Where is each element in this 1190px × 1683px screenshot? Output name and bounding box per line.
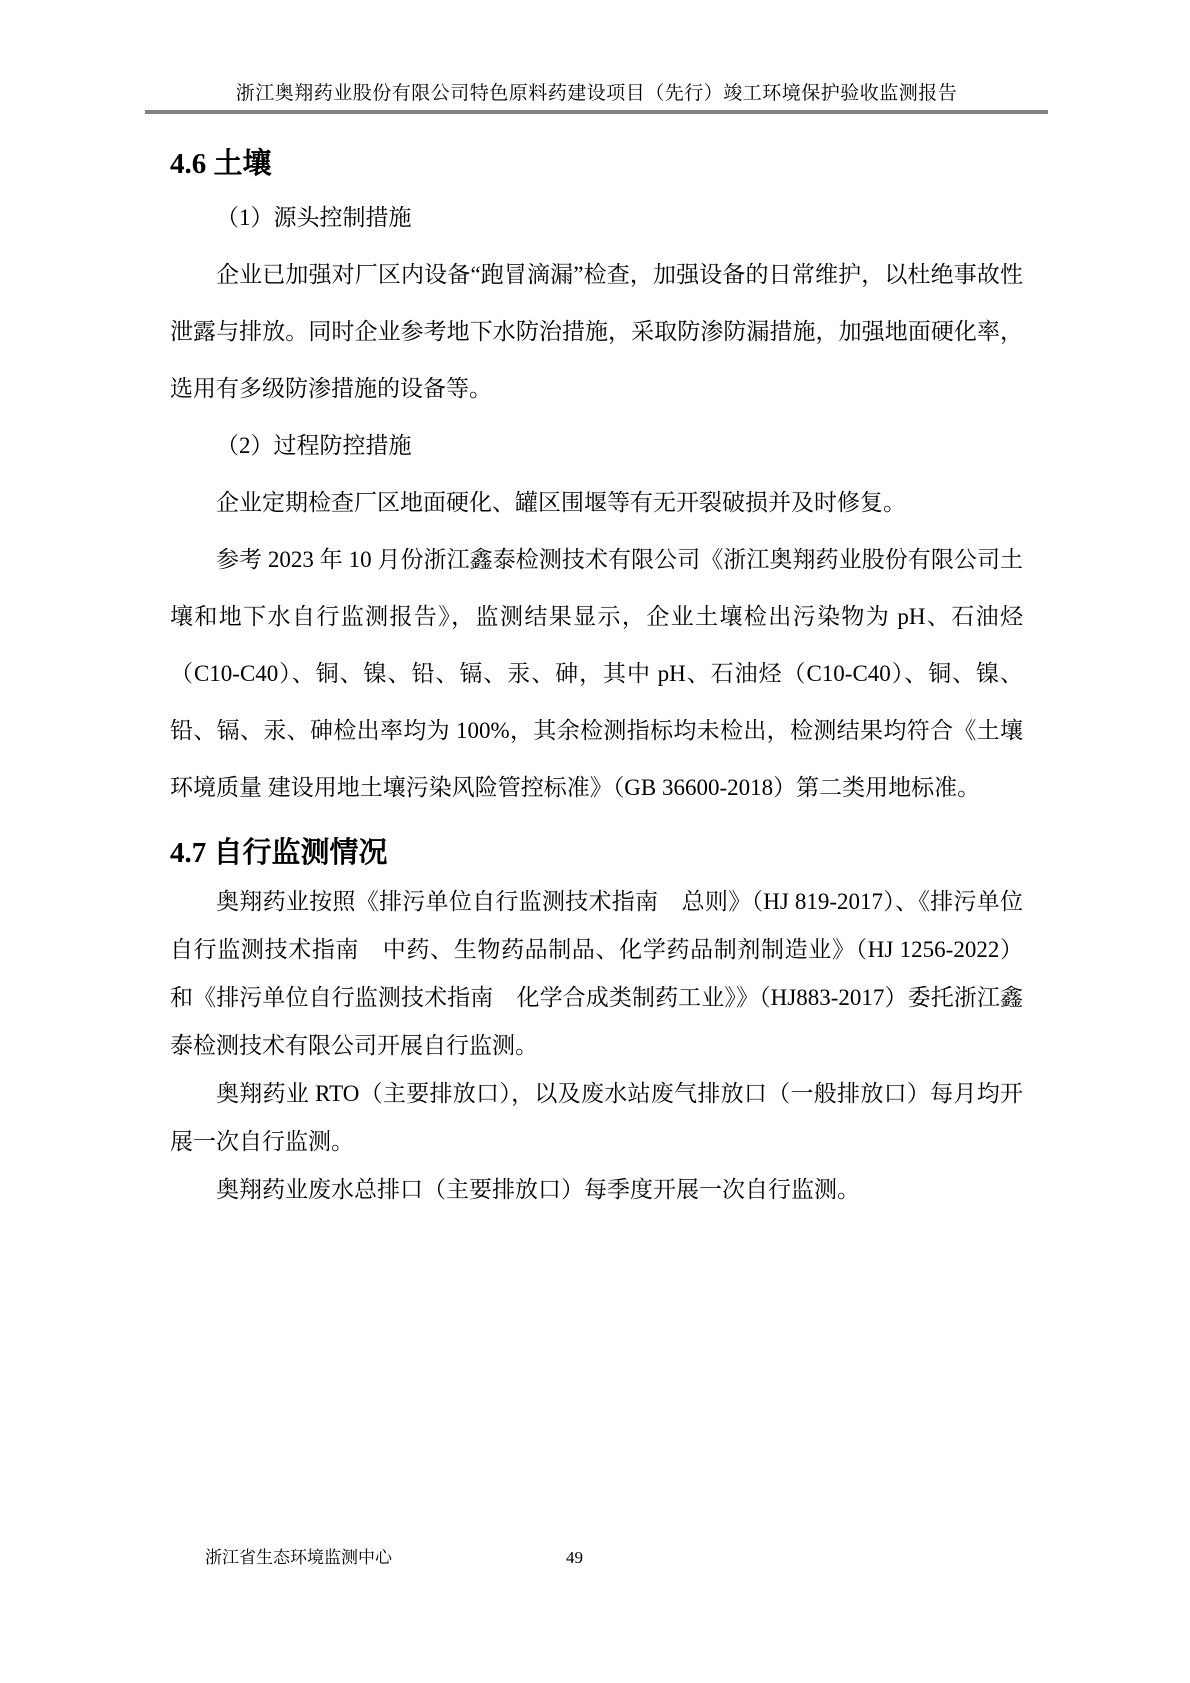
document-content: [170, 139, 1023, 1214]
header-divider: [145, 110, 1048, 114]
section-4-6-paragraph-2: 企业已加强对厂区内设备“跑冒滴漏”检查，加强设备的日常维护，以杜绝事故性泄露与排放。同时企业参考地下水防治措施，采取防渗防漏措施，加强地面硬化率，选用有多级防渗措施的设备等。: [170, 262, 1023, 401]
page-header-title: 浙江奥翔药业股份有限公司特色原料药建设项目（先行）竣工环境保护验收监测报告: [235, 83, 958, 104]
section-4-7-paragraph-2: 奥翔药业 RTO（主要排放口），以及废水站废气排放口（一般排放口）每月均开展一次自行监测。: [170, 1081, 1023, 1154]
section-4-6-paragraph-3: （2）过程防控措施: [216, 433, 412, 458]
section-4-7-heading: 4.7 自行监测情况: [170, 837, 388, 869]
page-footer: [0, 1546, 1190, 1576]
section-4-6-paragraph-5: 参考 2023 年 10 月份浙江鑫泰检测技术有限公司《浙江奥翔药业股份有限公司土壤和地下水自行监测报告》，监测结果显示，企业土壤检出污染物为 pH、石油烃（C10-C40）、铜、镍、铅、镉、汞、砷，其中 pH、石油烃（C10-C40）、铜、镍、铅、镉、汞、砷检出率均为 100%，其余检测指标均未检出，检测结果均符合《土壤环境质量 建设用地土壤污染风险管控标准》（GB 36600-2018）第二类用地标准。: [170, 547, 1023, 800]
section-4-7-paragraph-1: 奥翔药业按照《排污单位自行监测技术指南 总则》（HJ 819-2017）、《排污单位自行监测技术指南 中药、生物药品制品、化学药品制剂制造业》（HJ 1256-2022）和《排污单位自行监测技术指南 化学合成类制药工业》》（HJ883-2017）委托浙江鑫泰检测技术有限公司开展自行监测。: [170, 889, 1023, 1058]
section-4-6-heading: 4.6 土壤: [170, 148, 272, 180]
section-4-6-paragraph-4: 企业定期检查厂区地面硬化、罐区围堰等有无开裂破损并及时修复。: [216, 490, 906, 515]
section-4-6-paragraph-1: （1）源头控制措施: [216, 205, 412, 230]
footer-organization: 浙江省生态环境监测中心: [205, 1548, 392, 1567]
footer-page-number: 49: [566, 1548, 583, 1567]
section-4-7-paragraph-3: 奥翔药业废水总排口（主要排放口）每季度开展一次自行监测。: [216, 1177, 860, 1202]
